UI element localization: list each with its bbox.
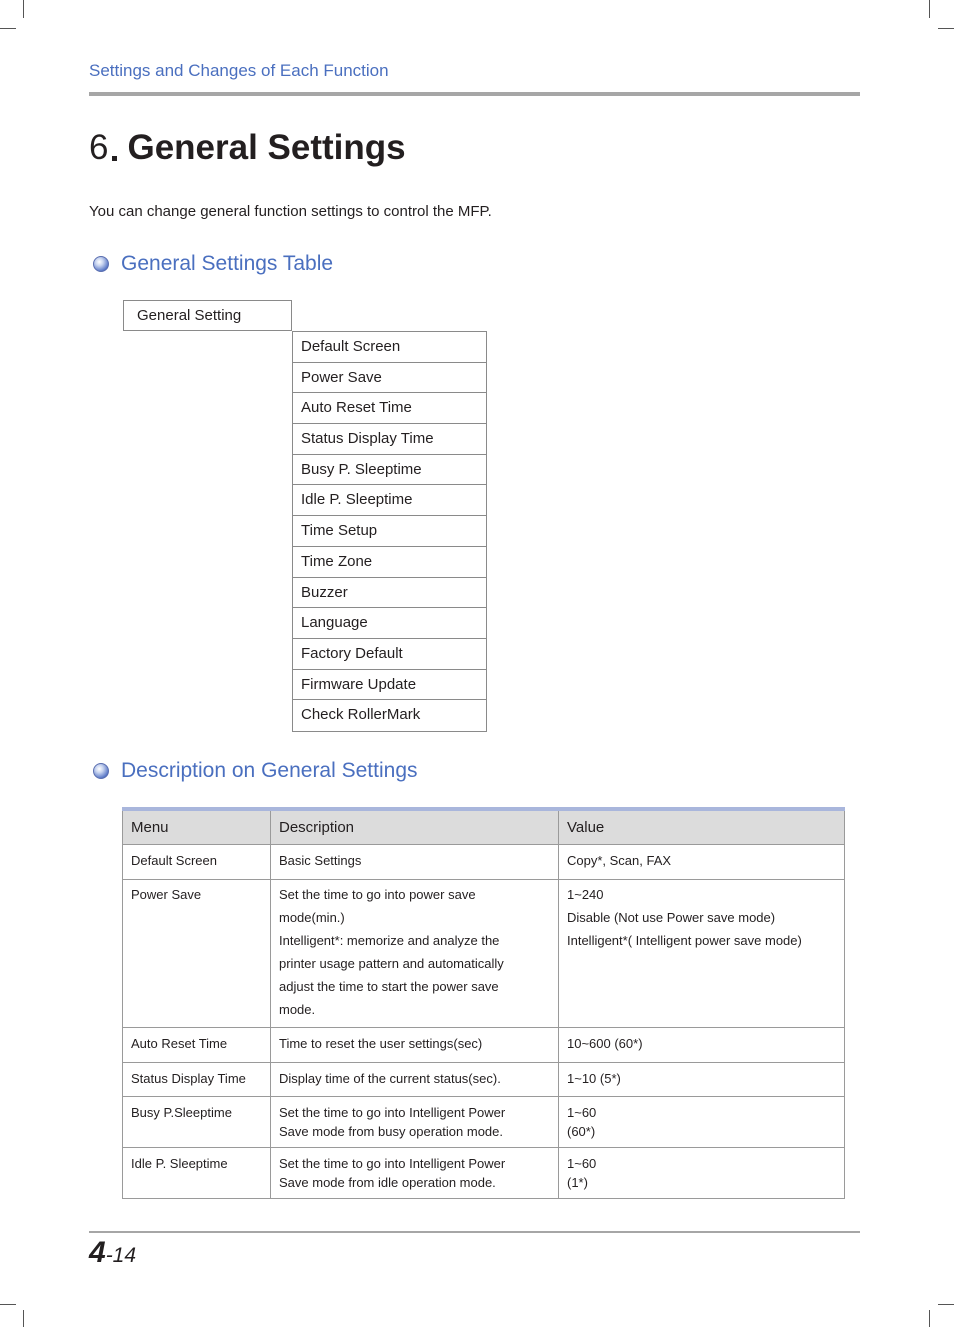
crop-mark (929, 1310, 930, 1327)
section-title: Description on General Settings (121, 759, 418, 782)
cell-value (559, 879, 845, 1027)
text-line: 1~240 (567, 886, 604, 902)
text-line: (60*) (567, 1123, 596, 1139)
header-value: Value (559, 809, 845, 844)
cell-description (271, 1147, 559, 1198)
chapter-number: 6 (89, 128, 109, 167)
table-row (123, 1096, 845, 1147)
text-line: Copy*, Scan, FAX (567, 852, 672, 868)
page-index: -14 (105, 1244, 137, 1267)
cell-value (559, 1147, 845, 1198)
text-line: Set the time to go into Intelligent Power (279, 1104, 506, 1120)
cell-menu: Auto Reset Time (123, 1027, 271, 1062)
footer-rule (89, 1231, 860, 1233)
chapter-title-text: General Settings (127, 128, 406, 167)
text-line: 1~60 (567, 1155, 597, 1171)
header-menu: Menu (123, 809, 271, 844)
text-line: Set the time to go into power save (279, 886, 476, 902)
chapter-dot (112, 156, 117, 161)
cell-value (559, 1027, 845, 1062)
tree-item: Default Screen (293, 332, 486, 363)
crop-mark (938, 1304, 954, 1305)
tree-item: Language (293, 608, 486, 639)
text-line: Disable (Not use Power save mode) (567, 909, 776, 925)
text-line: Display time of the current status(sec). (279, 1070, 501, 1086)
tree-item: Factory Default (293, 639, 486, 670)
cell-description (271, 1062, 559, 1096)
cell-menu: Status Display Time (123, 1062, 271, 1096)
page-chapter: 4 (89, 1236, 106, 1269)
crop-mark (23, 0, 24, 18)
header-rule (89, 92, 860, 96)
tree-item: Time Zone (293, 547, 486, 578)
cell-description (271, 844, 559, 879)
tree-item: Auto Reset Time (293, 393, 486, 424)
cell-value (559, 844, 845, 879)
text-line: Intelligent*( Intelligent power save mode) (567, 932, 802, 948)
running-header: Settings and Changes of Each Function (89, 61, 389, 80)
chapter-title (89, 128, 406, 168)
cell-description (271, 1096, 559, 1147)
table-row (123, 1062, 845, 1096)
tree-items (292, 331, 487, 732)
text-line: Intelligent*: memorize and analyze the (279, 932, 500, 948)
bullet-icon (93, 256, 109, 272)
cell-menu: Default Screen (123, 844, 271, 879)
bullet-icon (93, 763, 109, 779)
table-row (123, 879, 845, 1027)
text-line: printer usage pattern and automatically (279, 955, 504, 971)
text-line: Time to reset the user settings(sec) (279, 1035, 483, 1051)
crop-mark (23, 1310, 24, 1327)
cell-menu: Idle P. Sleeptime (123, 1147, 271, 1198)
text-line: mode. (279, 1001, 316, 1017)
tree-item: Power Save (293, 363, 486, 394)
cell-description (271, 1027, 559, 1062)
text-line: Save mode from busy operation mode. (279, 1123, 504, 1139)
text-line: Basic Settings (279, 852, 362, 868)
cell-menu: Power Save (123, 879, 271, 1027)
cell-value (559, 1062, 845, 1096)
cell-menu: Busy P.Sleeptime (123, 1096, 271, 1147)
text-line: 1~60 (567, 1104, 597, 1120)
section-heading-description (93, 759, 418, 783)
tree-item: Firmware Update (293, 670, 486, 701)
text-line: mode(min.) (279, 909, 345, 925)
text-line: (1*) (567, 1174, 588, 1190)
cell-description (271, 879, 559, 1027)
table-row (123, 1147, 845, 1198)
table-row (123, 844, 845, 879)
tree-item: Busy P. Sleeptime (293, 455, 486, 486)
section-heading-table (93, 252, 333, 276)
text-line: adjust the time to start the power save (279, 978, 499, 994)
table-row (123, 1027, 845, 1062)
text-line: Save mode from idle operation mode. (279, 1174, 496, 1190)
text-line: 10~600 (60*) (567, 1035, 643, 1051)
tree-root-cell: General Setting (123, 300, 292, 331)
tree-item: Buzzer (293, 578, 486, 609)
tree-item: Check RollerMark (301, 706, 421, 724)
tree-item: Idle P. Sleeptime (293, 485, 486, 516)
text-line: Set the time to go into Intelligent Power (279, 1155, 506, 1171)
table-header-row (123, 809, 845, 844)
tree-item: Time Setup (293, 516, 486, 547)
header-description: Description (271, 809, 559, 844)
page-number (89, 1236, 136, 1270)
crop-mark (938, 28, 954, 29)
intro-paragraph: You can change general function settings to control the MFP. (89, 203, 492, 220)
crop-mark (0, 28, 16, 29)
crop-mark (929, 0, 930, 18)
description-table (122, 807, 845, 1199)
cell-value (559, 1096, 845, 1147)
crop-mark (0, 1304, 16, 1305)
text-line: 1~10 (5*) (567, 1070, 621, 1086)
section-title: General Settings Table (121, 252, 334, 275)
tree-item: Status Display Time (293, 424, 486, 455)
